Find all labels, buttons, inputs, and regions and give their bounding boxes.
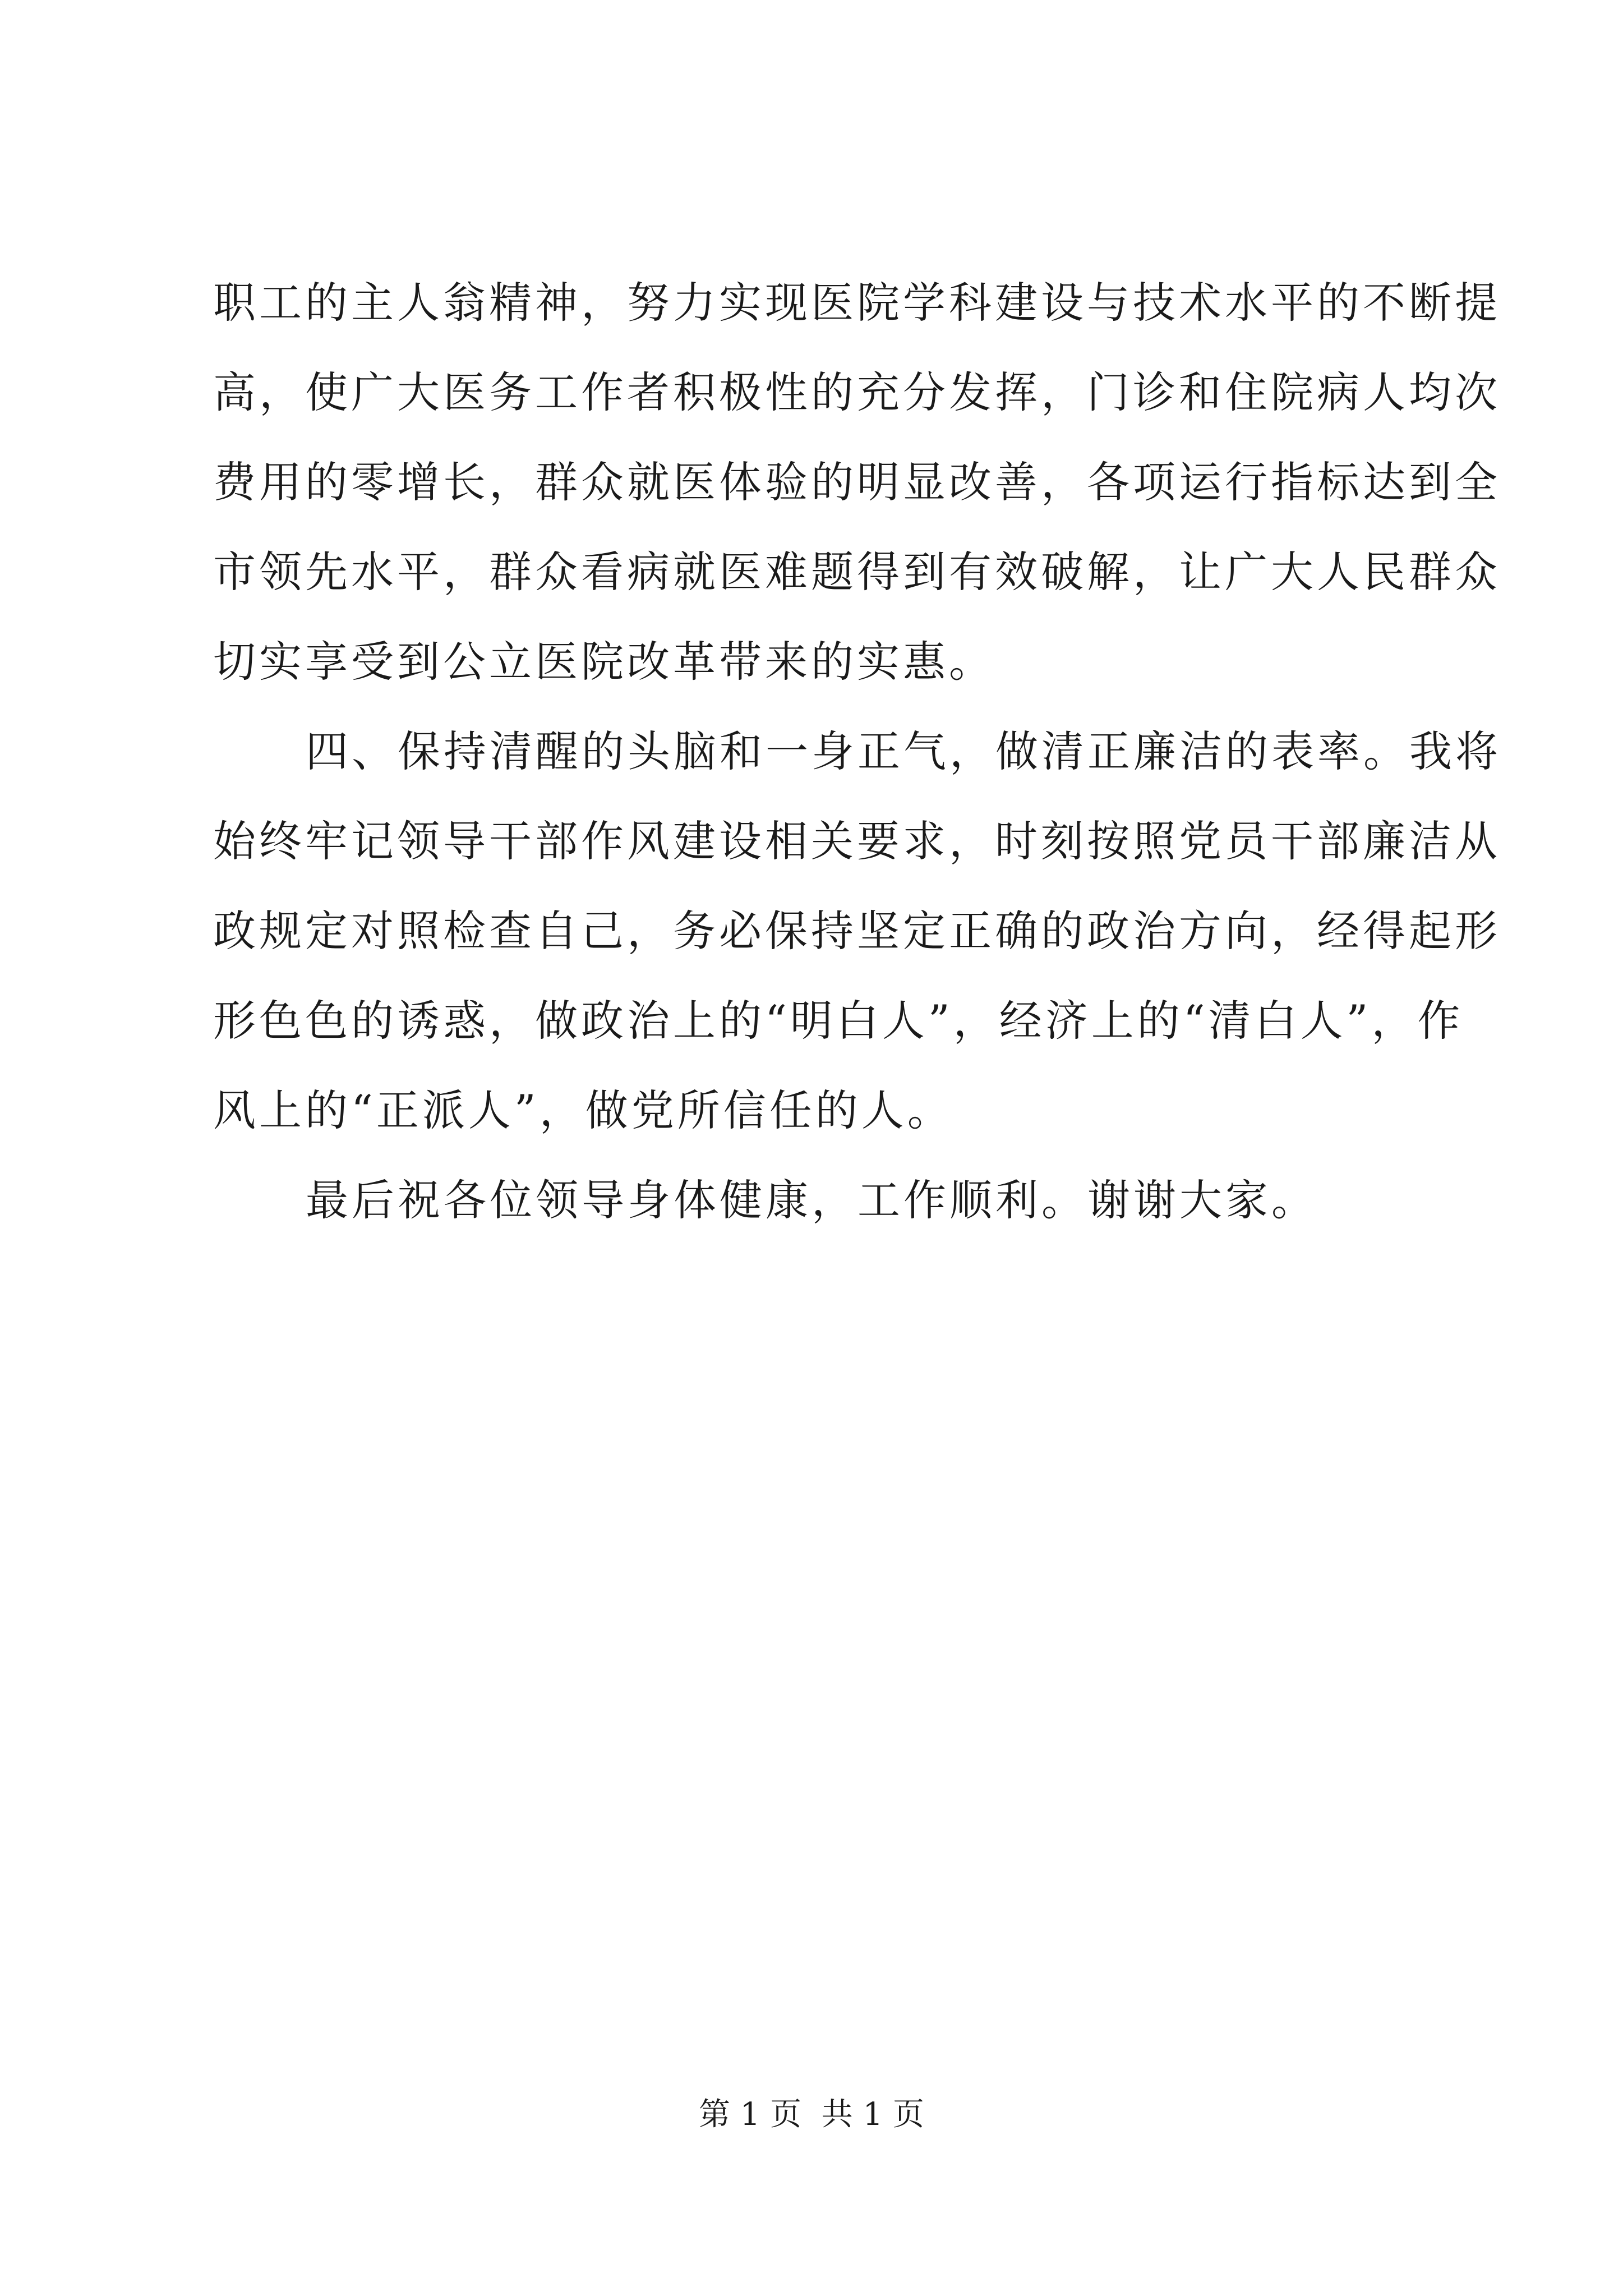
text-line: 职工的主人翁精神，努力实现医院学科建设与技术水平的不断提 bbox=[213, 278, 1501, 328]
text-line: 政规定对照检查自己，务必保持坚定正确的政治方向，经得起形 bbox=[213, 906, 1501, 956]
paragraph-start-line: 四、保持清醒的头脑和一身正气，做清正廉洁的表率。我将 bbox=[306, 726, 1501, 776]
document-body bbox=[213, 258, 1501, 1245]
text-line: 始终牢记领导干部作风建设相关要求，时刻按照党员干部廉洁从 bbox=[213, 816, 1501, 866]
text-line: 市领先水平，群众看病就医难题得到有效破解，让广大人民群众 bbox=[213, 547, 1501, 597]
text-line: 形色色的诱惑，做政治上的“明白人”，经济上的“清白人”，作 bbox=[213, 996, 1464, 1046]
text-line: 高，使广大医务工作者积极性的充分发挥，门诊和住院病人均次 bbox=[213, 367, 1501, 417]
text-line: 风上的“正派人”，做党所信任的人。 bbox=[213, 1085, 953, 1135]
page-footer bbox=[0, 2095, 1623, 2134]
text-line: 切实享受到公立医院改革带来的实惠。 bbox=[213, 637, 995, 687]
closing-line: 最后祝各位领导身体健康，工作顺利。谢谢大家。 bbox=[306, 1175, 1317, 1225]
text-line: 费用的零增长，群众就医体验的明显改善，各项运行指标达到全 bbox=[213, 457, 1501, 507]
page-number-label: 第 1 页 共 1 页 bbox=[698, 2096, 925, 2133]
